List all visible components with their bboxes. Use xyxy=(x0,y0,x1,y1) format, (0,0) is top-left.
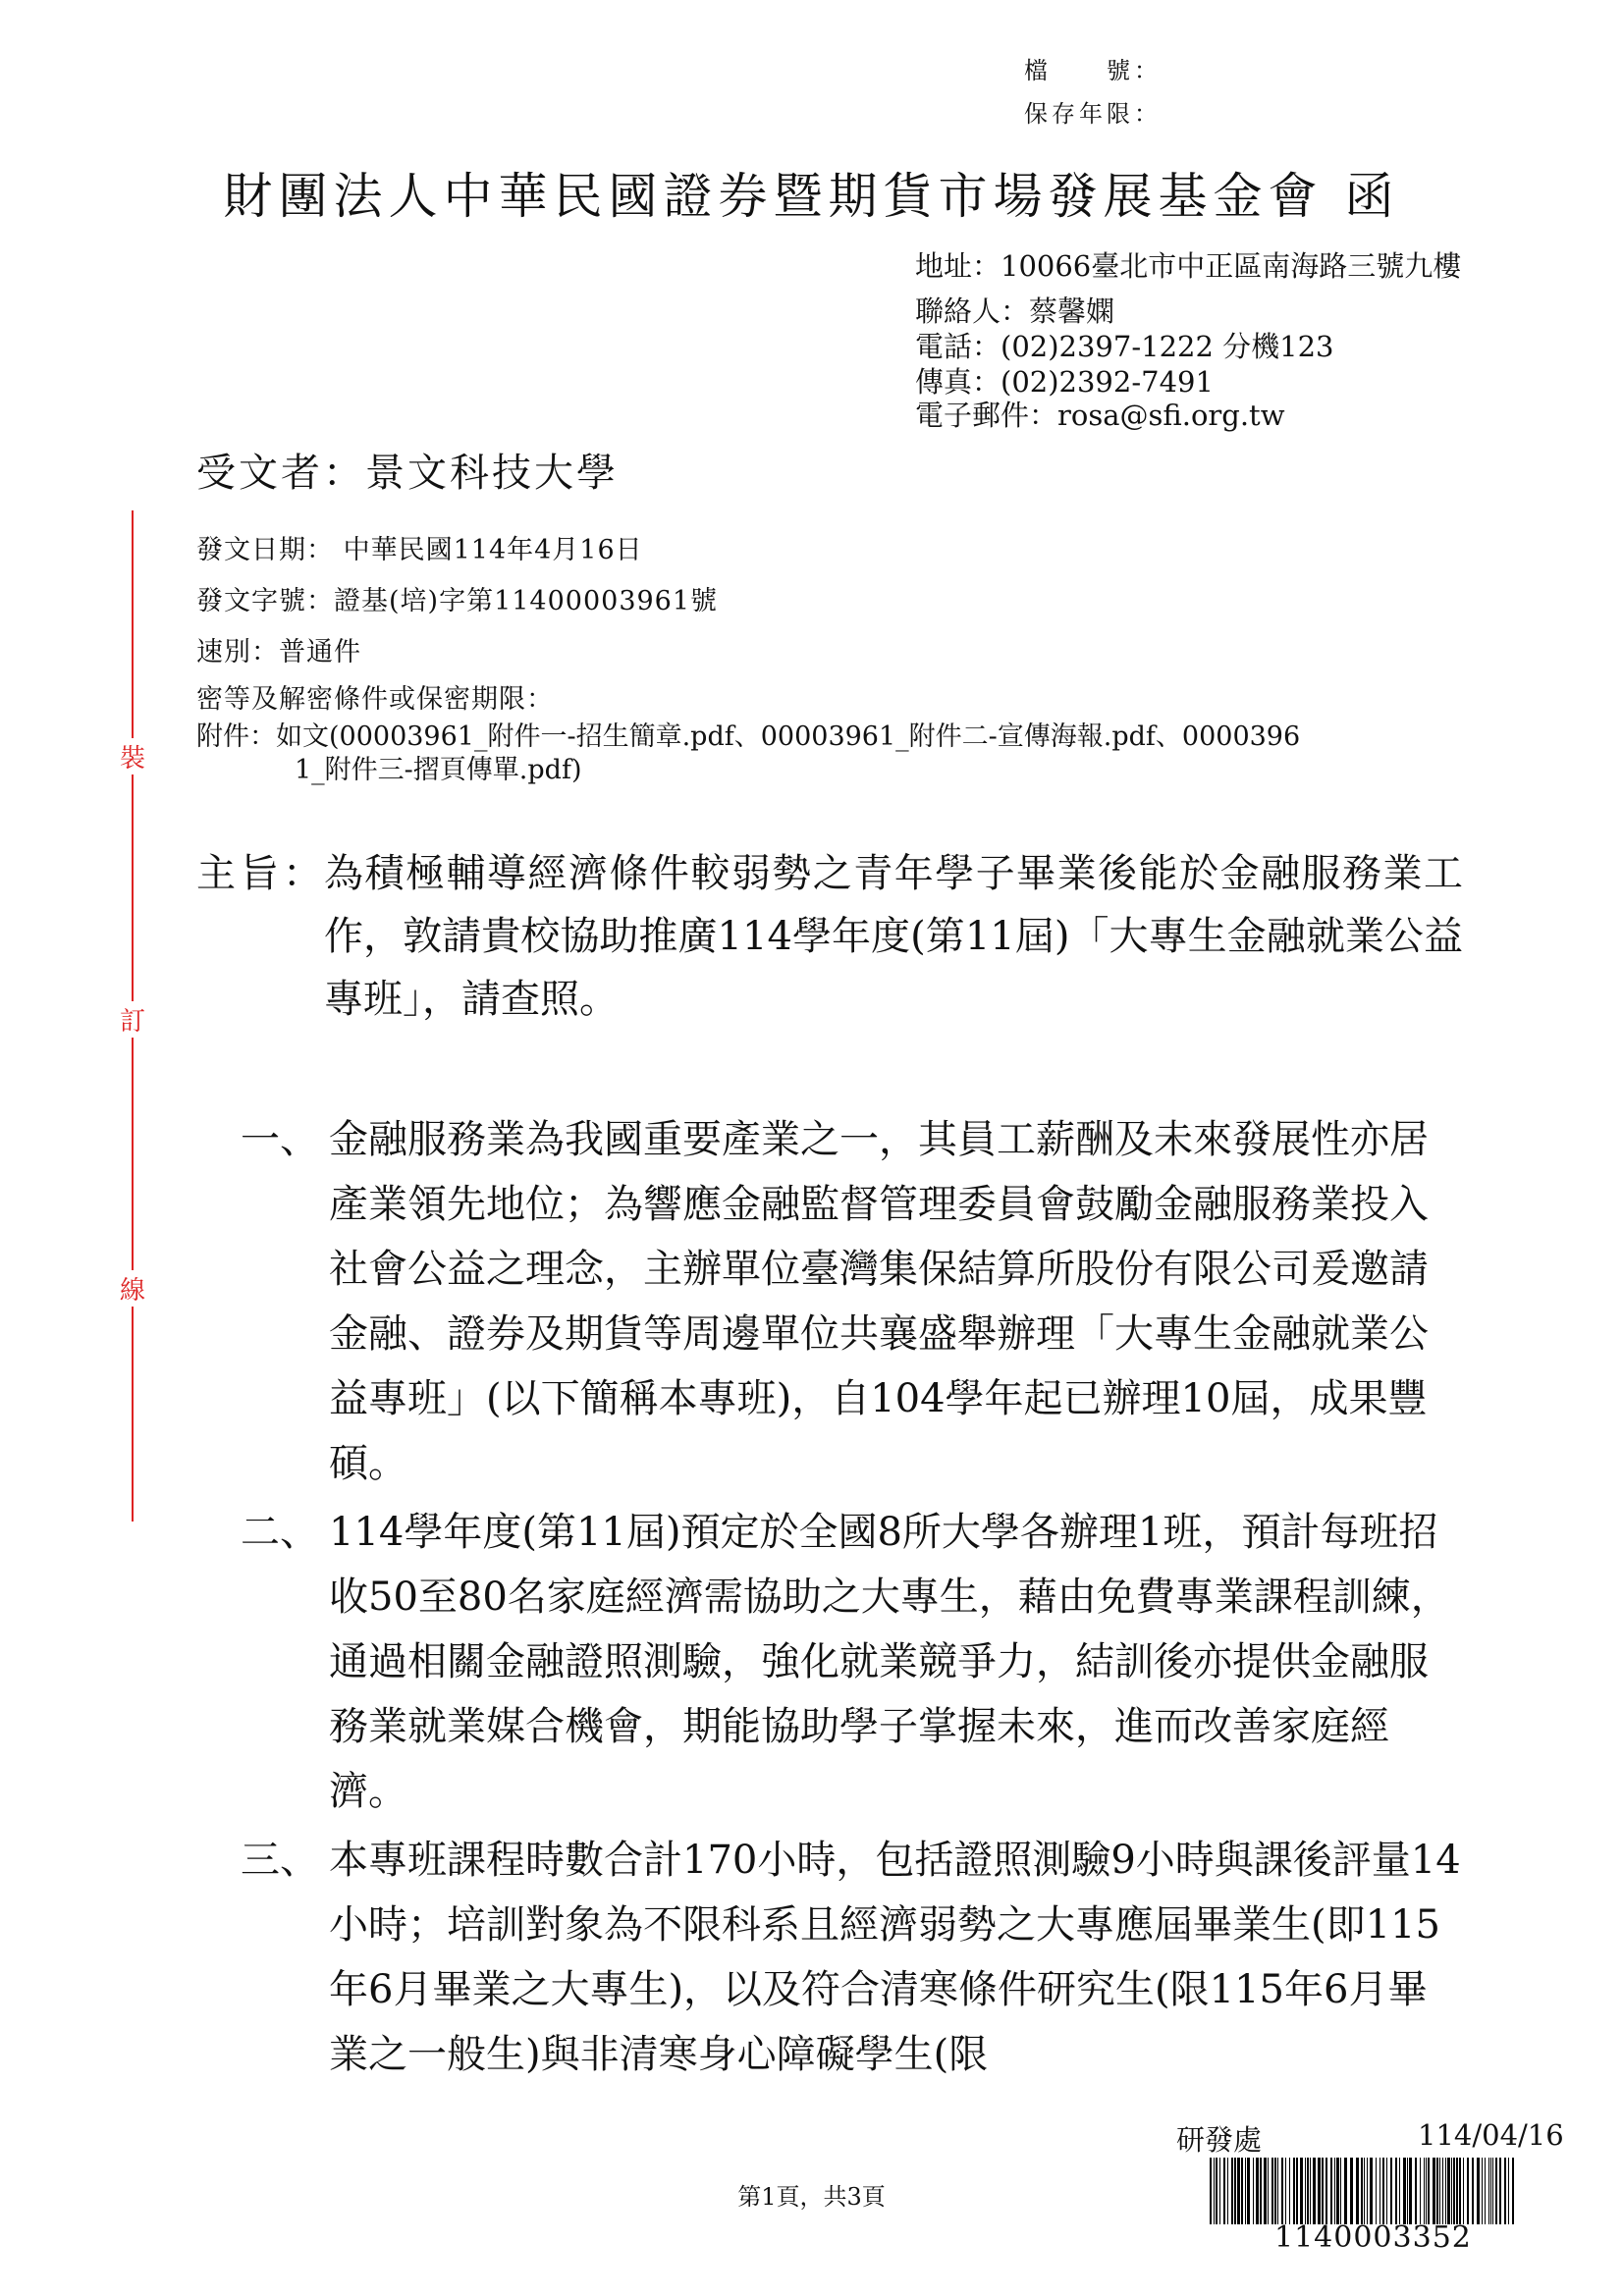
document-title: 財團法人中華民國證券暨期貨市場發展基金會 函 xyxy=(223,168,1400,225)
item-text: 金融服務業為我國重要產業之一，其員工薪酬及未來發展性亦居產業領先地位；為響應金融監督管理委員會鼓勵金融服務業投入社會公益之理念，主辦單位臺灣集保結算所股份有限公司爰邀請金融、證券及期貨等周邊單位共襄盛舉辦理「大專生金融就業公益專班」(以下簡稱本專班)，自104學年起已辦理10屆，成果豐碩。 xyxy=(329,1117,1429,1486)
recipient: 受文者：景文科技大學 xyxy=(196,451,619,496)
secrecy-level: 密等及解密條件或保密期限： xyxy=(196,684,554,715)
contact-fax: 傳真：(02)2392-7491 xyxy=(915,365,1214,399)
attachment-line-2: 1_附件三-摺頁傳單.pdf) xyxy=(295,755,582,785)
subject-block xyxy=(196,842,1463,1031)
stamp-date: 114/04/16 xyxy=(1418,2118,1564,2152)
attachment-line-1: 附件：如文(00003961_附件一-招生簡章.pdf、00003961_附件二-宣傳海報.pdf、0000396 xyxy=(196,721,1301,752)
item-number: 二、 xyxy=(241,1510,319,1555)
subject-text: 為積極輔導經濟條件較弱勢之青年學子畢業後能於金融服務業工作，敦請貴校協助推廣114學年度(第11屆)「大專生金融就業公益專班」，請查照。 xyxy=(324,851,1463,1022)
contact-address: 地址：10066臺北市中正區南海路三號九樓 xyxy=(915,249,1462,283)
list-item xyxy=(241,1500,1463,1824)
item-number: 一、 xyxy=(241,1117,319,1162)
attachments xyxy=(196,721,1453,787)
binding-mark-1: 裝 xyxy=(120,738,145,774)
file-number-label: 檔 號： xyxy=(1024,57,1162,84)
contact-person: 聯絡人：蔡馨嫻 xyxy=(915,294,1115,328)
contact-email: 電子郵件：rosa@sfi.org.tw xyxy=(915,399,1285,432)
delivery-speed: 速別：普通件 xyxy=(196,637,361,667)
document-number: 發文字號：證基(培)字第11400003961號 xyxy=(196,586,719,616)
barcode-icon xyxy=(1210,2158,1516,2224)
subject-label: 主旨： xyxy=(196,851,326,896)
list-item xyxy=(241,1107,1463,1496)
contact-phone: 電話：(02)2397-1222 分機123 xyxy=(915,330,1334,363)
barcode-number: 1140003352 xyxy=(1274,2220,1472,2255)
page-number: 第1頁，共3頁 xyxy=(737,2183,886,2211)
binding-mark-3: 線 xyxy=(120,1270,145,1307)
item-text: 本專班課程時數合計170小時，包括證照測驗9小時與課後評量14小時；培訓對象為不限科系且經濟弱勢之大專應屆畢業生(即115年6月畢業之大專生)，以及符合清寒條件研究生(限115年6月畢業之一般生)與非清寒身心障礙學生(限 xyxy=(329,1838,1461,2077)
retention-period-label: 保存年限： xyxy=(1024,100,1162,128)
binding-mark-2: 訂 xyxy=(120,1001,145,1038)
item-text: 114學年度(第11屆)預定於全國8所大學各辦理1班，預計每班招收50至80名家庭經濟需協助之大專生，藉由免費專業課程訓練，通過相關金融證照測驗，強化就業競爭力，結訓後亦提供金融服務業就業媒合機會，期能協助學子掌握未來，進而改善家庭經濟。 xyxy=(329,1510,1450,1814)
issue-date: 發文日期： 中華民國114年4月16日 xyxy=(196,535,643,565)
stamp-department: 研發處 xyxy=(1176,2123,1263,2157)
list-item xyxy=(241,1828,1463,2087)
item-number: 三、 xyxy=(241,1838,319,1883)
